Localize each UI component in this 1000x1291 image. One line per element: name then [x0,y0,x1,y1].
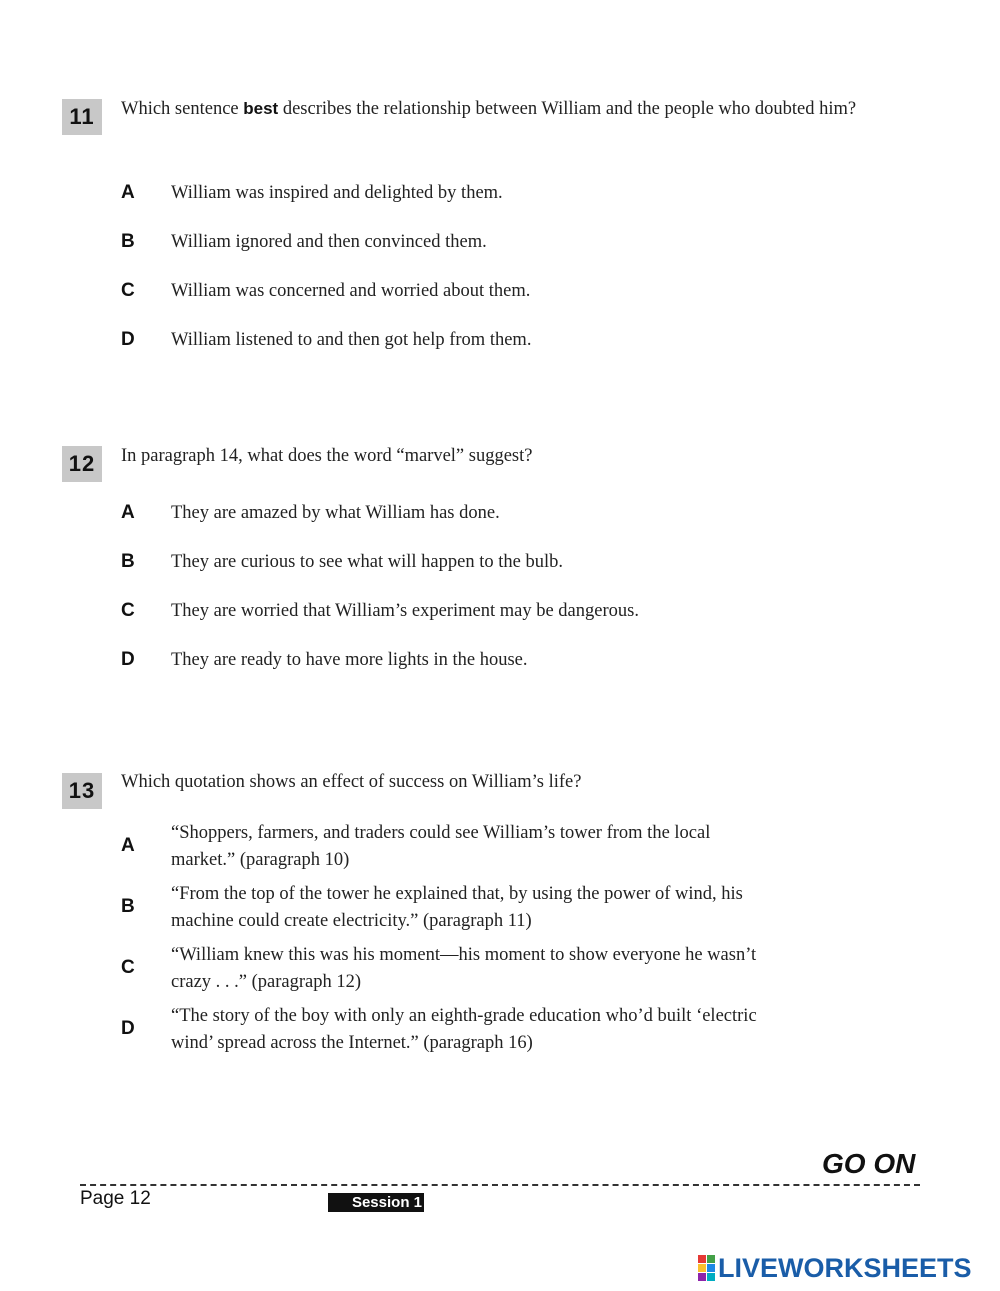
question-number: 12 [62,446,102,482]
option-text: “Shoppers, farmers, and traders could see William’s tower from the local market.” (paragraph 10) [171,823,711,870]
option-letter: C [121,957,135,978]
logo-text: LIVEWORKSHEETS [718,1252,972,1283]
option-letter: B [121,551,135,572]
question-number: 13 [62,773,102,809]
option-text: They are worried that William’s experiment may be dangerous. [171,601,639,621]
option-letter: B [121,231,135,252]
option-letter: D [121,329,135,350]
logo-square [698,1273,706,1281]
option-text: William was inspired and delighted by them. [171,183,503,203]
option-letter: A [121,182,135,203]
option-letter: A [121,502,135,523]
go-on-label: GO ON [822,1148,916,1179]
option-letter: B [121,896,135,917]
option-letter: D [121,1018,135,1039]
question-stem: In paragraph 14, what does the word “marvel” suggest? [121,446,533,466]
logo-square [707,1264,715,1272]
emphasis-word: best [243,99,279,118]
option-letter: A [121,835,135,856]
question-stem: Which sentence best describes the relationship between William and the people who doubted him? [121,99,857,119]
option-letter: D [121,649,135,670]
logo-square [707,1255,715,1263]
logo-square [707,1273,715,1281]
footer-divider [80,1184,920,1186]
option-text: They are ready to have more lights in the house. [171,650,528,670]
option-text: “From the top of the tower he explained that, by using the power of wind, his machine could create electricity.” (paragraph 11) [171,884,743,931]
option-text: “William knew this was his moment—his moment to show everyone he wasn’t crazy . . .” (paragraph 12) [171,945,757,992]
option-text: “The story of the boy with only an eighth-grade education who’d built ‘electric wind’ spread across the Internet.” (paragraph 16) [171,1006,757,1053]
option-letter: C [121,280,135,301]
option-text: William ignored and then convinced them. [171,232,487,252]
option-text: William listened to and then got help from them. [171,330,532,350]
liveworksheets-logo[interactable] [698,1252,972,1284]
logo-mark-icon [698,1255,715,1281]
question-number: 11 [62,99,102,135]
page-number: Page 12 [80,1188,151,1209]
option-text: William was concerned and worried about them. [171,281,531,301]
option-text: They are curious to see what will happen to the bulb. [171,552,563,572]
question-stem: Which quotation shows an effect of success on William’s life? [121,772,582,792]
logo-square [698,1264,706,1272]
logo-square [698,1255,706,1263]
option-text: They are amazed by what William has done. [171,503,500,523]
option-letter: C [121,600,135,621]
session-badge: Session 1 [328,1193,424,1212]
